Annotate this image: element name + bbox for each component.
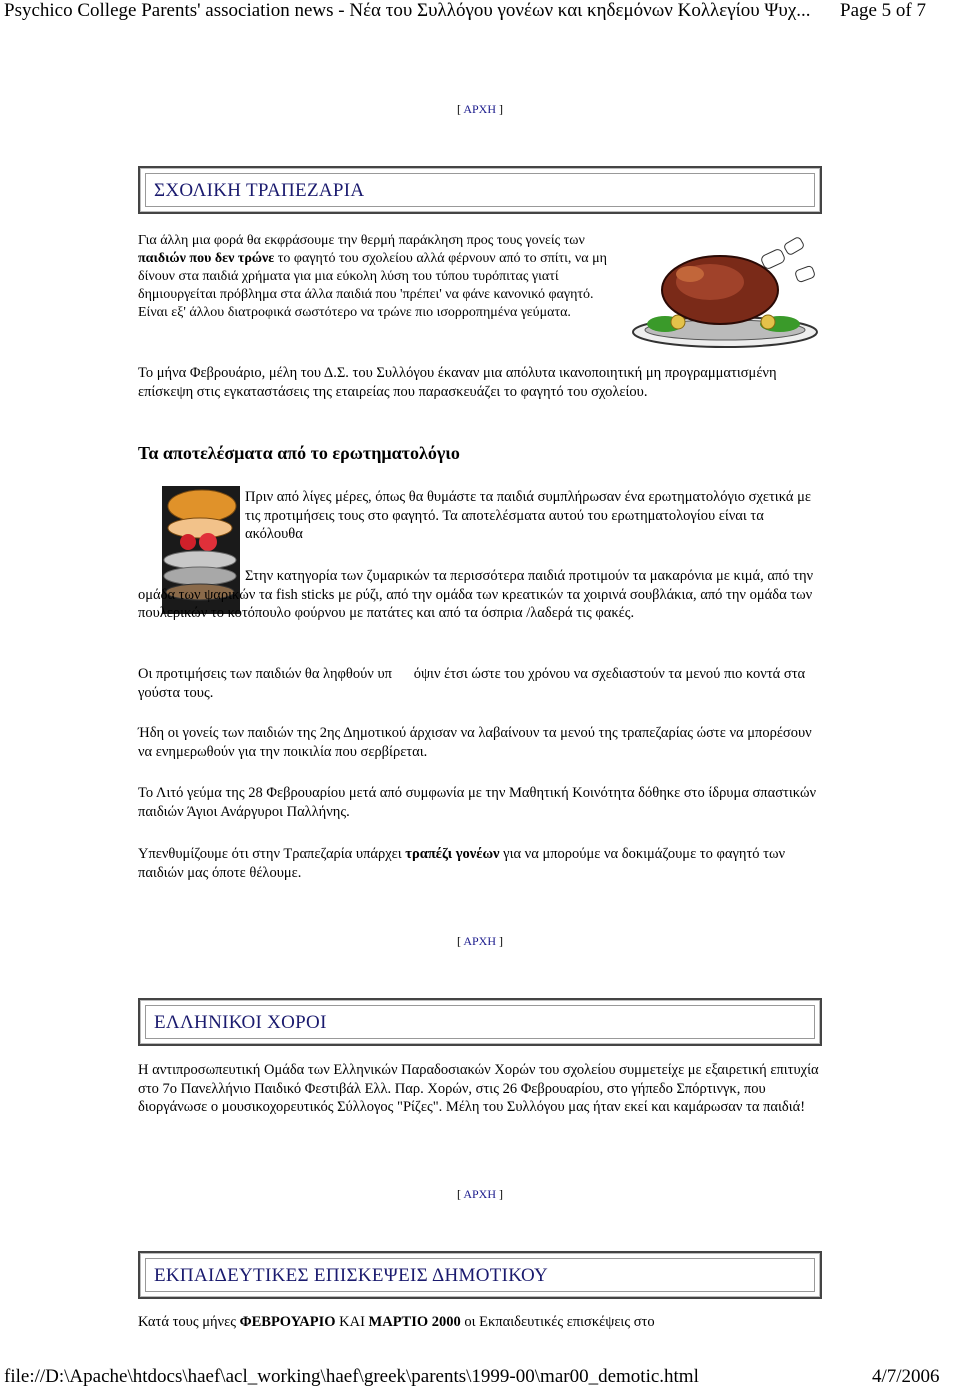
visits-paragraph: Κατά τους μήνες ΦΕΒΡΟΥΑΡΙΟ ΚΑΙ ΜΑΡΤΙΟ 2000 οι Εκπαιδευτικές επισκέψεις στο — [138, 1314, 655, 1330]
top-link-2[interactable]: ΑΡΧΗ — [463, 934, 496, 948]
bracket-open: [ — [456, 102, 461, 116]
cafeteria-paragraph: Για άλλη μια φορά θα εκφράσουμε την θερμή παράκληση προς τους γονείς των παιδιών που δεν τρώνε το φαγητό του σχολείου αλλά φέρνουν από το σπίτι, να μη δίνουν στα παιδιά χρήματα για μια εύκολη λύση του τύπου τυρόπιτας γιατί δημιουργείται πρόβλημα στα άλλα παιδιά που 'πρέπει' να φάνε κανονικό φαγητό. Είναι εξ' άλλου διατροφικά σωστότερο να τρώνε πιο ισορροπημένα γεύματα. — [138, 233, 607, 320]
footer-path: file://D:\Apache\htdocs\haef\acl_working\haef\greek\parents\1999-00\mar00_demotic.html — [4, 1366, 699, 1387]
top-link-row-2: [ ΑΡΧΗ ] — [456, 934, 503, 948]
page-number: Page 5 of 7 — [840, 0, 927, 21]
footer-date: 4/7/2006 — [872, 1366, 940, 1387]
menu-distribution-paragraph: Ήδη οι γονείς των παιδιών της 2ης Δημοτικού άρχισαν να λαβαίνουν τα μενού της τραπεζαρίας ώστε να μπορέσουν να ενημερωθούν για την ποικιλία που σερβίρεται. — [138, 725, 812, 760]
top-link[interactable]: ΑΡΧΗ — [463, 102, 496, 116]
meal-donation-paragraph: Το Λιτό γεύμα της 28 Φεβρουαρίου μετά από συμφωνία με την Μαθητική Κοινότητα δόθηκε στο ίδρυμα σπαστικών παιδιών Άγιοι Ανάργυροι Παλλήνης. — [138, 785, 817, 820]
questionnaire-heading: Τα αποτελέσματα από το ερωτηματολόγιο — [138, 443, 460, 463]
parents-table-paragraph: Υπενθυμίζουμε ότι στην Τραπεζαρία υπάρχει τραπέζι γονέων για να μπορούμε να δοκιμάζουμε το φαγητό των παιδιών μας όποτε θέλουμε. — [138, 846, 786, 881]
section-title-3: ΕΚΠΑΙΔΕΥΤΙΚΕΣ ΕΠΙΣΚΕΨΕΙΣ ΔΗΜΟΤΙΚΟΥ — [154, 1265, 549, 1286]
questionnaire-intro: Πριν από λίγες μέρες, όπως θα θυμάστε τα παιδιά συμπλήρωσαν ένα ερωτηματολόγιο σχετικά με τις προτιμήσεις τους στο φαγητό. Τα αποτελέσματα αυτού του ερωτηματολογίου είναι τα ακόλουθα — [245, 489, 811, 542]
section-header-box — [138, 166, 822, 214]
dances-paragraph: Η αντιπροσωπευτική Ομάδα των Ελληνικών Παραδοσιακών Χορών του σχολείου συμμετείχε με εξαιρετική επιτυχία στο 7ο Πανελλήνιο Παιδικό Φεστιβάλ Ελλ. Παρ. Χορών, στις 26 Φεβρουαρίου, στο γήπεδο Σπόρτινγκ, που διοργάνωσε ο μουσικοχορευτικός Σύλλογος "Ρίζες". Μέλη του Συλλόγου μας ήταν εκεί και καμάρωσαν τα παιδιά! — [138, 1062, 819, 1115]
visit-paragraph: Το μήνα Φεβρουάριο, μέλη του Δ.Σ. του Συλλόγου έκαναν μια απόλυτα ικανοποιητική μη προγραμματισμένη επίσκεψη στις εγκαταστάσεις της εταιρείας που παρασκευάζει το φαγητό του σχολείου. — [138, 365, 777, 400]
preferences-paragraph: Στην κατηγορία των ζυμαρικών τα περισσότερα παιδιά προτιμούν τα μακαρόνια με κιμά, από την ομάδα των ψαρικών τα fish sticks με ρύζι, από την ομάδα των κρεατικών τα χοιρινά σουβλάκια, από την ομάδα των πουλερικών το κοτόπουλο φούρνου με πατάτες και από τα όσπρια /λαδερά τις φακές. — [138, 568, 814, 621]
section-title-2: ΕΛΛΗΝΙΚΟΙ ΧΟΡΟΙ — [154, 1012, 327, 1033]
top-link-row-3: [ ΑΡΧΗ ] — [456, 1187, 503, 1201]
menu-planning-paragraph: Οι προτιμήσεις των παιδιών θα ληφθούν υπ όψιν έτσι ώστε του χρόνου να σχεδιαστούν τα μενού πιο κοντά στα γούστα τους. — [138, 666, 806, 701]
top-link-row — [0, 102, 960, 117]
section-title: ΣΧΟΛΙΚΗ ΤΡΑΠΕΖΑΡΙΑ — [154, 180, 365, 201]
section-header-box-3 — [138, 1251, 822, 1299]
page-header-title: Psychico College Parents' association news - Νέα του Συλλόγου γονέων και κηδεμόνων Κολλεγίου Ψυχ... — [4, 0, 811, 21]
roast-chicken-illustration — [630, 232, 824, 350]
top-link-3[interactable]: ΑΡΧΗ — [463, 1187, 496, 1201]
bracket-close: ] — [499, 102, 503, 116]
section-header-box-2 — [138, 998, 822, 1046]
